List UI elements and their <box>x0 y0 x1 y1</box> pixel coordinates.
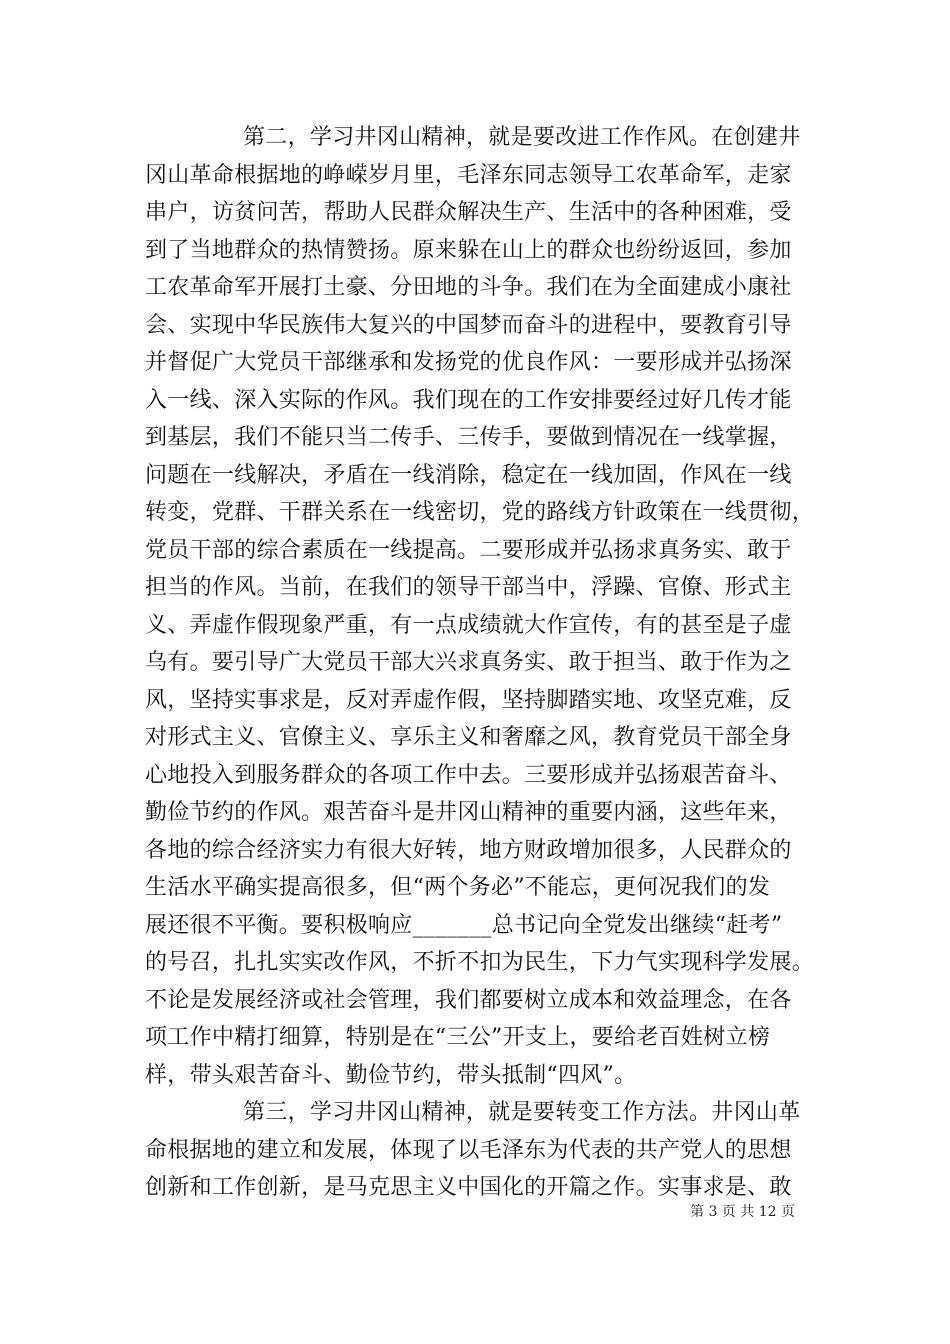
paragraph-line: 勤俭节约的作风。艰苦奋斗是井冈山精神的重要内涵，这些年来， <box>145 800 792 825</box>
paragraph-line: 转变，党群、干群关系在一线密切，党的路线方针政策在一线贯彻， <box>145 500 815 525</box>
paragraph-line: 样，带头艰苦奋斗、勤俭节约，带头抵制“四风”。 <box>145 1062 637 1088</box>
paragraph-line: 各地的综合经济实力有很大好转，地方财政增加很多，人民群众的 <box>145 837 792 863</box>
paragraph-line: 风，坚持实事求是，反对弄虚作假，坚持脚踏实地、攻坚克难，反 <box>145 687 792 713</box>
paragraph-line: 对形式主义、官僚主义、享乐主义和奢靡之风，教育党员干部全身 <box>145 725 792 750</box>
paragraph-line: 党员干部的综合素质在一线提高。二要形成并弘扬求真务实、敢于 <box>145 537 792 563</box>
paragraph-line: 命根据地的建立和发展，体现了以毛泽东为代表的共产党人的思想 <box>145 1137 792 1163</box>
paragraph-line: 项工作中精打细算，特别是在“三公”开支上，要给老百姓树立榜 <box>145 1025 771 1050</box>
paragraph-line: 不论是发展经济或社会管理，我们都要树立成本和效益理念，在各 <box>145 987 792 1013</box>
paragraph-line: 乌有。要引导广大党员干部大兴求真务实、敢于担当、敢于作为之 <box>145 650 792 675</box>
paragraph-line: 会、实现中华民族伟大复兴的中国梦而奋斗的进程中，要教育引导 <box>145 312 792 338</box>
paragraph-line: 的号召，扎扎实实改作风，不折不扣为民生，下力气实现科学发展。 <box>145 950 815 975</box>
paragraph-line: 展还很不平衡。要积极响应_______总书记向全党发出继续“赶考” <box>145 912 783 938</box>
document-body <box>145 119 815 1207</box>
paragraph-line: 串户，访贫问苦，帮助人民群众解决生产、生活中的各种困难，受 <box>145 200 792 225</box>
paragraph-line: 义、弄虚作假现象严重，有一点成绩就大作宣传，有的甚至是子虚 <box>145 612 792 638</box>
paragraph-line: 入一线、深入实际的作风。我们现在的工作安排要经过好几传才能 <box>145 387 792 413</box>
paragraph-line: 第二，学习井冈山精神，就是要改进工作作风。在创建井 <box>243 125 801 150</box>
paragraph-line: 担当的作风。当前，在我们的领导干部当中，浮躁、官僚、形式主 <box>145 575 792 600</box>
paragraph-line: 创新和工作创新，是马克思主义中国化的开篇之作。实事求是、敢 <box>145 1175 792 1200</box>
page-footer: 第 3 页 共 12 页 <box>690 1204 795 1220</box>
paragraph-line: 并督促广大党员干部继承和发扬党的优良作风：一要形成并弘扬深 <box>145 350 792 375</box>
paragraph-line: 工农革命军开展打土豪、分田地的斗争。我们在为全面建成小康社 <box>145 275 792 300</box>
paragraph-line: 到了当地群众的热情赞扬。原来躲在山上的群众也纷纷返回，参加 <box>145 237 792 263</box>
paragraph-line: 问题在一线解决，矛盾在一线消除，稳定在一线加固，作风在一线 <box>145 462 792 488</box>
paragraph-line: 生活水平确实提高很多，但“两个务必”不能忘，更何况我们的发 <box>145 875 771 900</box>
paragraph-line: 冈山革命根据地的峥嵘岁月里，毛泽东同志领导工农革命军，走家 <box>145 162 792 188</box>
paragraph-line: 第三，学习井冈山精神，就是要转变工作方法。井冈山革 <box>243 1100 801 1125</box>
paragraph-line: 心地投入到服务群众的各项工作中去。三要形成并弘扬艰苦奋斗、 <box>145 762 792 788</box>
paragraph-line: 到基层，我们不能只当二传手、三传手，要做到情况在一线掌握， <box>145 425 792 450</box>
